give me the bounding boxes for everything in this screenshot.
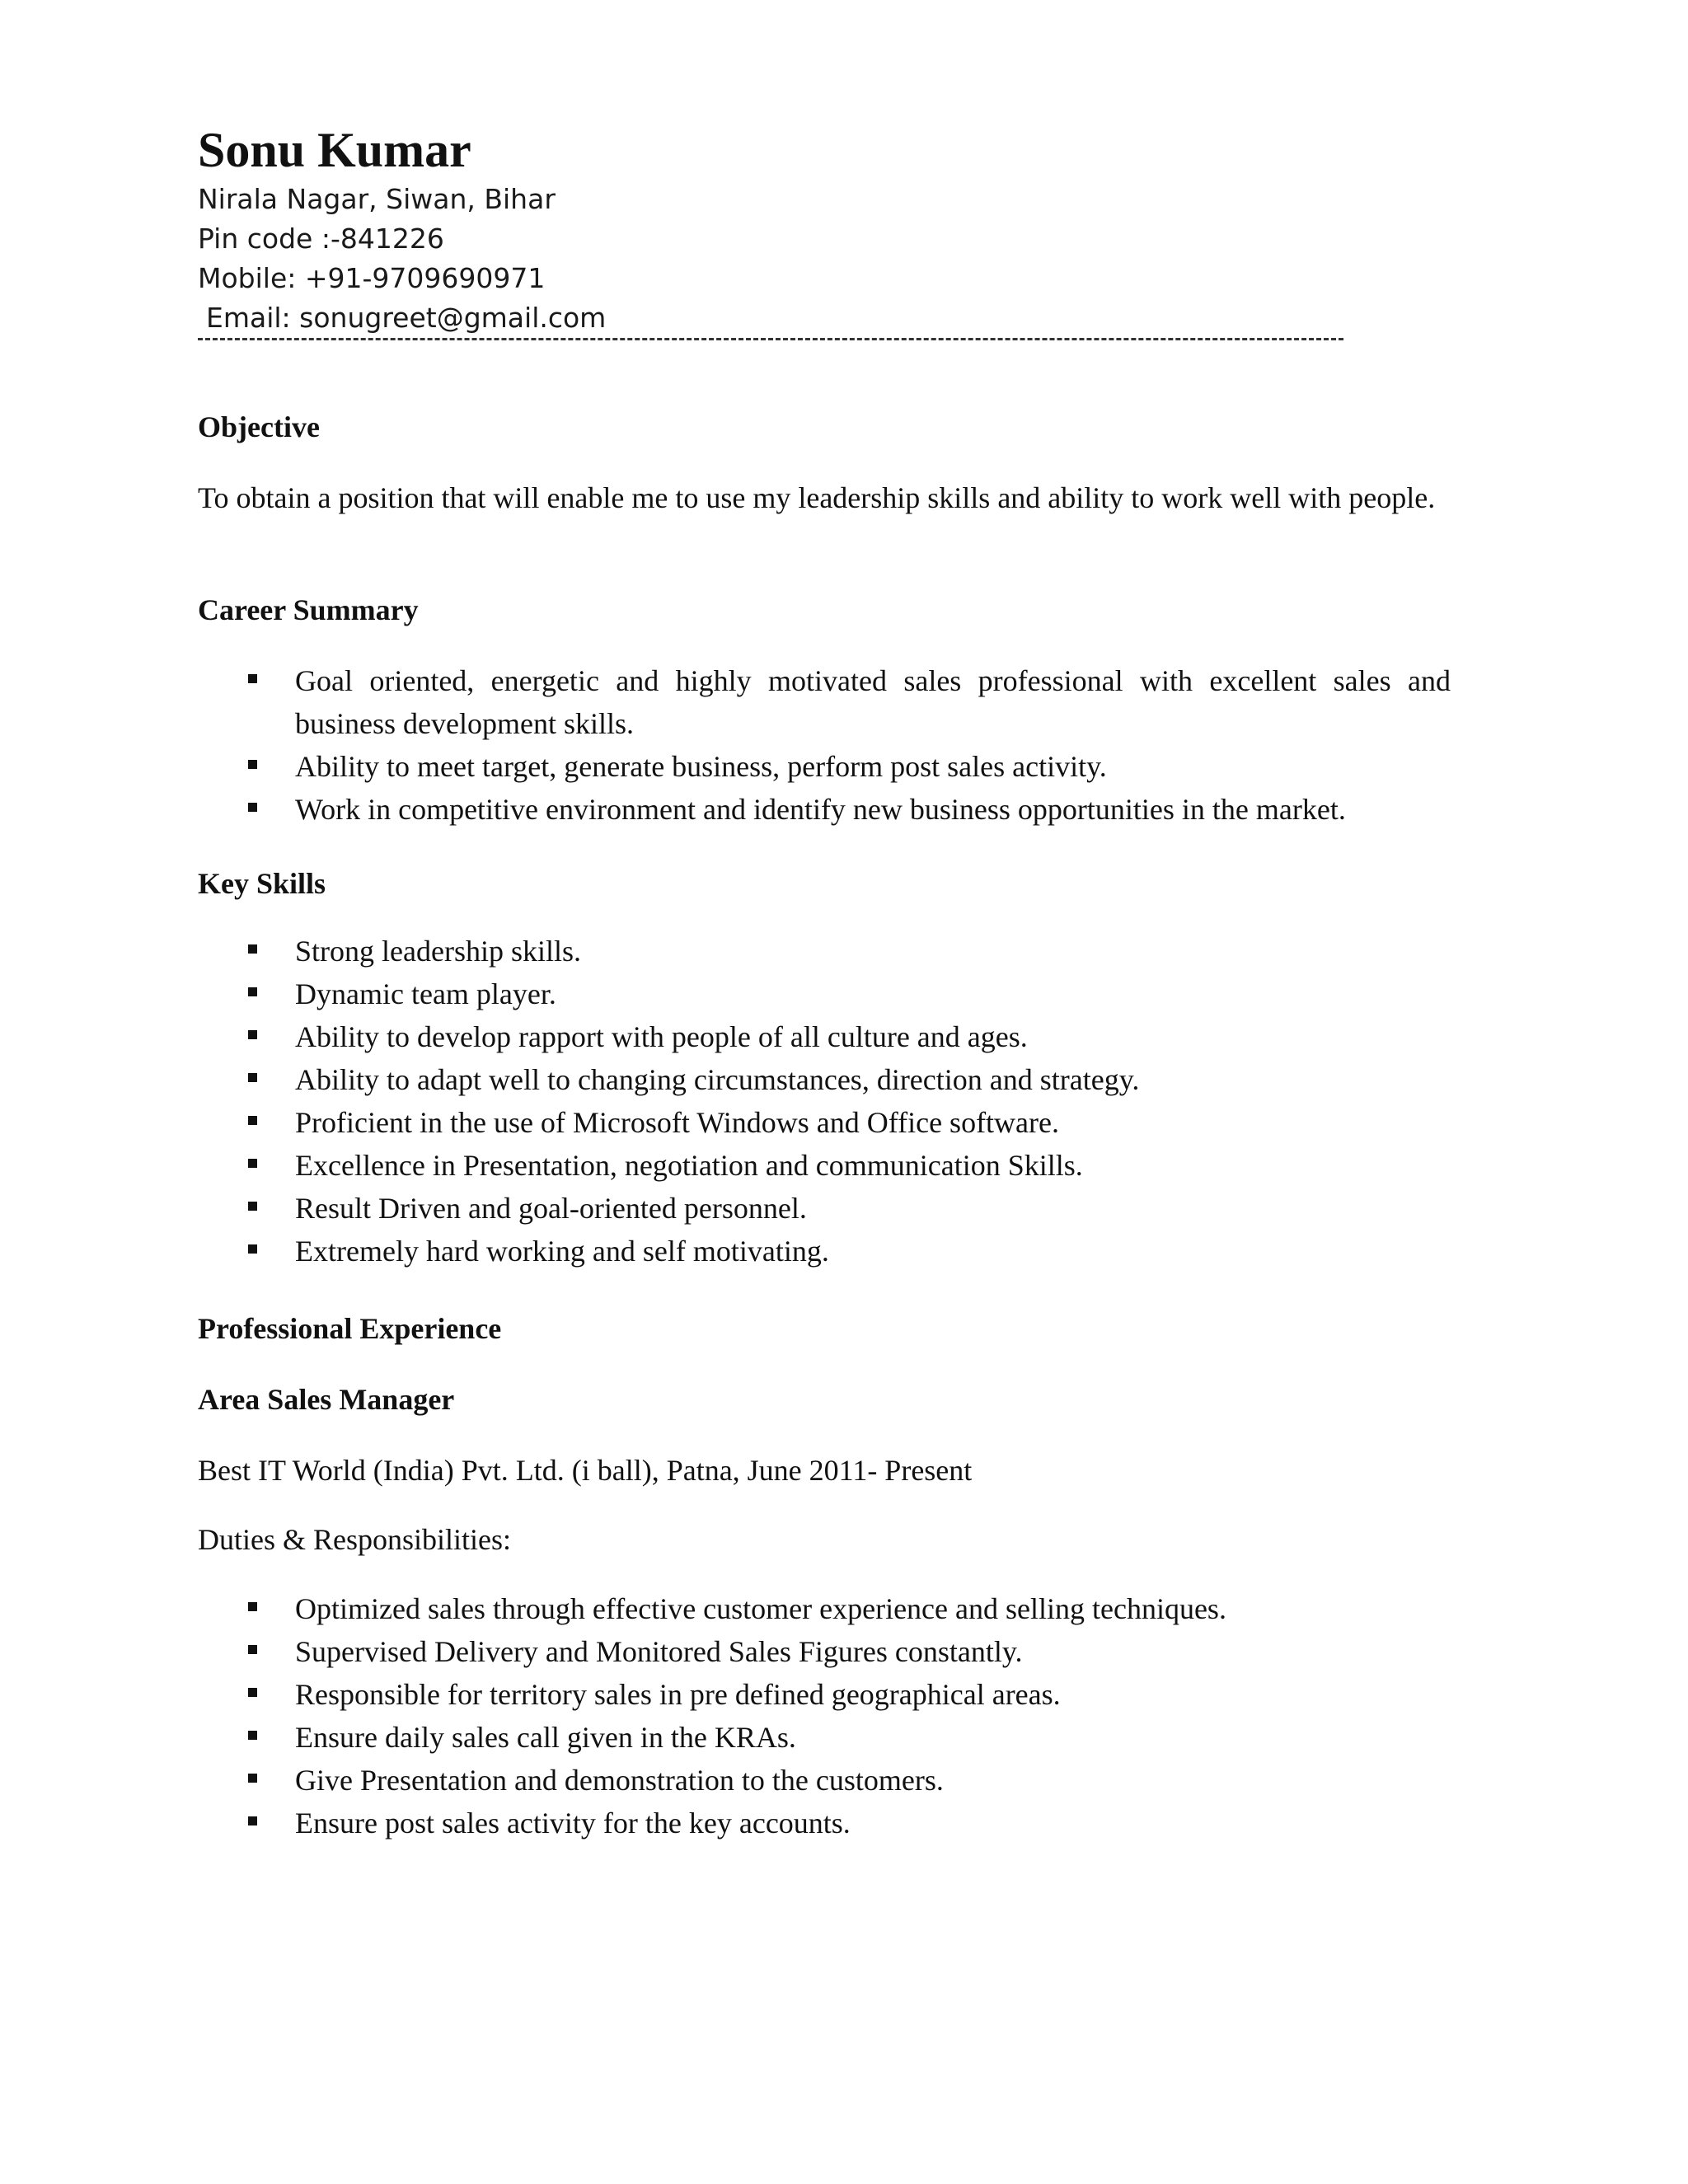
- bullet-square-icon: [248, 760, 257, 769]
- list-item: Responsible for territory sales in pre defined geographical areas.: [0, 1673, 1451, 1716]
- career-summary-heading: Career Summary: [198, 593, 419, 626]
- key-skills-heading: Key Skills: [198, 867, 326, 900]
- bullet-square-icon: [248, 674, 257, 683]
- mobile-line: Mobile: +91-9709690971: [198, 262, 546, 294]
- bullet-square-icon: [248, 1774, 257, 1783]
- pincode-line: Pin code :-841226: [198, 223, 444, 255]
- bullet-square-icon: [248, 1244, 257, 1254]
- list-item: Result Driven and goal-oriented personnel.: [0, 1187, 1451, 1230]
- list-item: Dynamic team player.: [0, 972, 1451, 1015]
- contact-block: [198, 180, 606, 338]
- list-item: Ensure post sales activity for the key accounts.: [0, 1802, 1451, 1844]
- list-item: Supervised Delivery and Monitored Sales Figures constantly.: [0, 1630, 1451, 1673]
- bullet-square-icon: [248, 1202, 257, 1211]
- bullet-square-icon: [248, 1731, 257, 1740]
- list-item: Proficient in the use of Microsoft Windows and Office software.: [0, 1101, 1451, 1144]
- list-item: Excellence in Presentation, negotiation and communication Skills.: [0, 1144, 1451, 1187]
- objective-text: To obtain a position that will enable me to use my leadership skills and ability to work well with people.: [198, 481, 1436, 514]
- bullet-square-icon: [248, 1688, 257, 1697]
- company-line: Best IT World (India) Pvt. Ltd. (i ball), Patna, June 2011- Present: [198, 1454, 973, 1487]
- list-item: Optimized sales through effective customer experience and selling techniques.: [0, 1587, 1451, 1630]
- bullet-square-icon: [248, 1073, 257, 1082]
- list-item: Strong leadership skills.: [0, 930, 1451, 972]
- list-item: Extremely hard working and self motivating.: [0, 1230, 1451, 1272]
- list-item: Give Presentation and demonstration to the customers.: [0, 1759, 1451, 1802]
- key-skills-list: [0, 930, 1688, 1272]
- experience-heading: Professional Experience: [198, 1312, 502, 1345]
- list-item: Ability to meet target, generate business, perform post sales activity.: [0, 745, 1451, 788]
- job-title: Area Sales Manager: [198, 1383, 455, 1416]
- bullet-square-icon: [248, 1816, 257, 1825]
- list-item: Work in competitive environment and identify new business opportunities in the market.: [0, 788, 1451, 831]
- bullet-square-icon: [248, 987, 257, 996]
- divider-line: [198, 338, 1343, 340]
- address-line: Nirala Nagar, Siwan, Bihar: [198, 183, 556, 215]
- bullet-square-icon: [248, 1159, 257, 1168]
- email-line: Email: sonugreet@gmail.com: [206, 302, 607, 334]
- duties-label: Duties & Responsibilities:: [198, 1523, 512, 1556]
- list-item: Ability to develop rapport with people of all culture and ages.: [0, 1015, 1451, 1058]
- career-summary-list: [0, 659, 1688, 831]
- objective-heading: Objective: [198, 410, 320, 443]
- bullet-square-icon: [248, 1645, 257, 1654]
- list-item: Ability to adapt well to changing circumstances, direction and strategy.: [0, 1058, 1451, 1101]
- bullet-square-icon: [248, 1116, 257, 1125]
- duties-list: [0, 1587, 1688, 1844]
- candidate-name: Sonu Kumar: [198, 123, 471, 177]
- bullet-square-icon: [248, 1030, 257, 1039]
- list-item: Ensure daily sales call given in the KRAs.: [0, 1716, 1451, 1759]
- list-item: Goal oriented, energetic and highly motivated sales professional with excellent sales and business development skills.: [0, 659, 1451, 745]
- bullet-square-icon: [248, 944, 257, 954]
- bullet-square-icon: [248, 1602, 257, 1611]
- bullet-square-icon: [248, 803, 257, 812]
